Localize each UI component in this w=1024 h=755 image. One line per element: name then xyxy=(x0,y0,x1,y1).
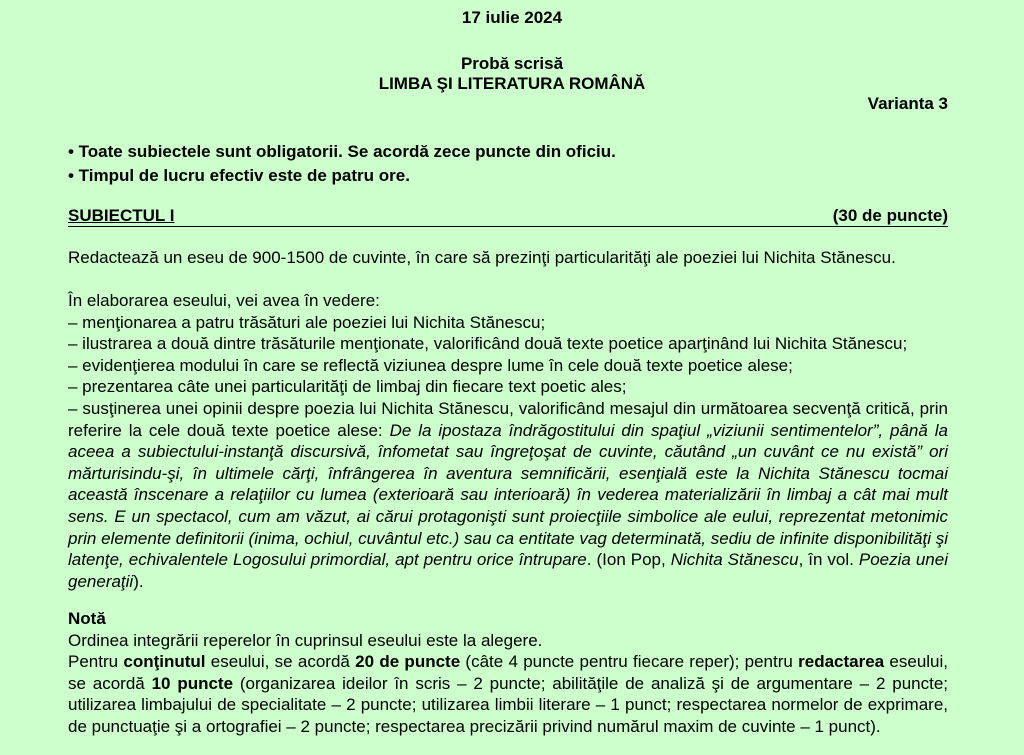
requirement-item: – evidenţierea modului în care se reflectă viziunea despre lume în cele două texte poetice alese; xyxy=(68,355,793,375)
note-title: Notă xyxy=(68,609,106,628)
subject-title: SUBIECTUL I xyxy=(68,206,175,225)
citation-part: . (Ion Pop, xyxy=(586,550,671,570)
note-text: (organizarea ideilor în scris – 2 puncte; abilităţile de analiză şi de argumentare – 2 puncte; utilizarea limbajului de specialitate – 2 puncte; utilizarea limbii literare – 1 punct; respectarea normelor de exprimare, de punctuaţie şi a ortografiei – 2 puncte; respectarea precizării privind numărul maxim de cuvinte – 1 punct). xyxy=(68,673,949,736)
note-block xyxy=(68,608,948,738)
note-text: eseului, se acordă xyxy=(68,652,949,693)
subject-header xyxy=(68,206,948,227)
exam-type: Probă scrisă xyxy=(460,54,564,73)
note-text: Pentru xyxy=(68,652,124,672)
rule-time: • Timpul de lucru efectiv este de patru ore. xyxy=(68,166,410,185)
note-scoring xyxy=(68,651,948,737)
rule-mandatory: • Toate subiectele sunt obligatorii. Se acordă zece puncte din oficiu. xyxy=(68,142,616,161)
note-bold: redactarea xyxy=(798,652,885,672)
subject-task: Redactează un eseu de 900-1500 de cuvinte, în care să prezinţi particularităţi ale poeziei lui Nichita Stănescu. xyxy=(68,248,896,267)
note-order: Ordinea integrării reperelor în cuprinsul eseului este la alegere. xyxy=(68,630,543,650)
citation-work: Nichita Stănescu xyxy=(670,550,799,570)
requirement-item: – ilustrarea a două dintre trăsăturile menţionate, valorificând două texte poetice aparţinând lui Nichita Stănescu; xyxy=(68,334,908,354)
opinion-lead: – susţinerea unei opinii despre poezia lui Nichita Stănescu, valorificând mesajul din următoarea secvenţă critică, prin referire la cele două texte poetice alese: xyxy=(68,398,948,440)
subject-points: (30 de puncte) xyxy=(832,206,948,225)
note-bold: conţinutul xyxy=(123,652,206,672)
note-bold: 20 de puncte xyxy=(355,652,461,672)
requirements-block xyxy=(68,290,948,592)
exam-date: 17 iulie 2024 xyxy=(461,8,563,27)
note-text: eseului, se acordă xyxy=(205,652,356,672)
requirement-item-opinion xyxy=(68,398,948,592)
exam-variant: Varianta 3 xyxy=(867,94,948,113)
citation-part: , în vol. xyxy=(798,550,859,570)
requirements-intro: În elaborarea eseului, vei avea în vedere: xyxy=(68,291,380,310)
requirement-item: – menţionarea a patru trăsături ale poeziei lui Nichita Stănescu; xyxy=(68,312,546,332)
citation-volume: Poezia unei generaţii xyxy=(68,550,948,591)
requirement-item: – prezentarea câte unei particularităţi de limbaj din fiecare text poetic ales; xyxy=(68,377,627,397)
exam-subject: LIMBA ŞI LITERATURA ROMÂNĂ xyxy=(378,74,646,93)
critical-quote: De la ipostaza îndrăgostitului din spaţiul „viziunii sentimentelor”, până la aceea a subiectului-instanţă discursivă, înfometat sau îngreţoşat de cuvinte, căutând „un cuvânt ce nu există” ori mărturisindu-şi, în ultimele cărţi, înfrângerea în aventura semnificării, esenţială este la Nichita Stănescu tocmai această înscenare a relaţiilor cu lumea (exterioară sau interioară) în vederea materializării în limbaj a cât mai mult sens. E un spectacol, cum am văzut, ai cărui protagonişti sunt proiecţiile simbolice ale eului, reprezentat metonimic prin elemente definitorii (inima, ochiul, cuvântul etc.) sau ca entitate vag determinată, sediu de infinite disponibilităţi şi latenţe, echivalentele Logosului primordial, apt pentru orice întrupare xyxy=(68,420,948,570)
citation-part: ). xyxy=(133,571,144,591)
note-text: (câte 4 puncte pentru fiecare reper); pentru xyxy=(460,652,799,672)
note-bold: 10 puncte xyxy=(151,673,234,693)
